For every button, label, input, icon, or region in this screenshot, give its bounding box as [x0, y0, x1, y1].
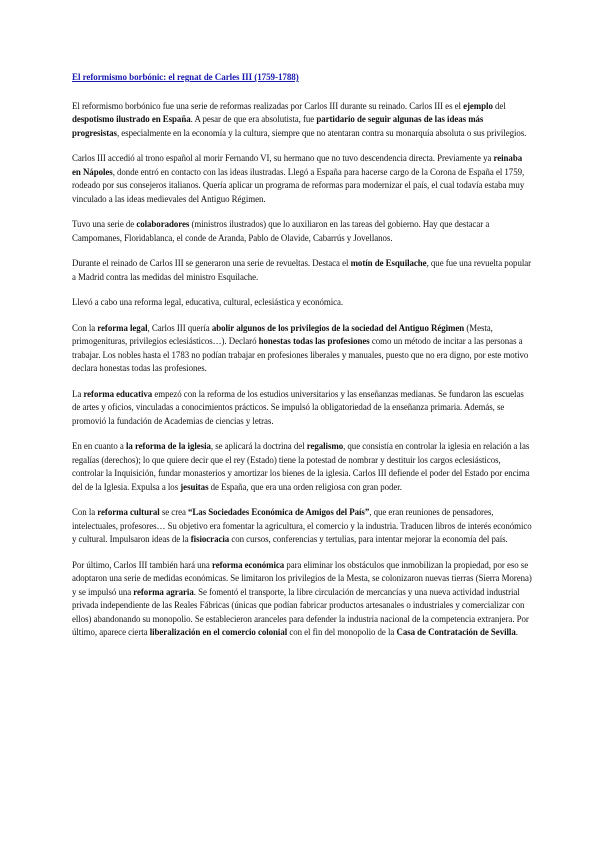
text-run: del: [492, 100, 506, 111]
text-run: , que fue una revuelta popular a Madrid contra las medidas del ministro Esquilache.: [72, 258, 532, 282]
bold-text: liberalización en el comercio colonial: [149, 627, 288, 637]
bold-text: despotismo ilustrado en España: [72, 114, 191, 124]
bold-text: jesuitas: [180, 481, 209, 492]
text-run: para eliminar los obstáculos que inmobilizan la propiedad, por eso se adoptaron una serie de medidas económicas. Se limitaron los privilegios de la Mesta, se colonizaron nuevas tierras (Sierra Morena) y se impulsó una: [72, 559, 532, 597]
bold-text: “Las Sociedades Económica de Amigos del País”: [188, 507, 370, 517]
text-run: (Mesta, primogenituras, privilegios eclesiásticos…). Declaró: [72, 322, 493, 346]
bold-text: regalismo: [306, 441, 344, 451]
text-run: Durante el reinado de Carlos III se generaron una serie de revueltas. Destaca el: [72, 258, 351, 268]
text-run: Con la: [72, 507, 98, 517]
text-run: , especialmente en la economía y la cultura, siempre que no atentaran contra su monarquía absoluta o sus privilegios.: [116, 127, 527, 138]
paragraph: [72, 440, 532, 494]
paragraph: [72, 296, 532, 310]
text-run: En en cuanto a: [72, 441, 126, 451]
paragraph: [72, 152, 532, 206]
paragraph-list: [72, 100, 532, 640]
bold-text: honestas todas las profesiones: [258, 336, 370, 346]
paragraph: [72, 257, 532, 284]
bold-text: la reforma de la iglesia: [125, 441, 211, 451]
text-run: Carlos III accedió al trono español al morir Fernando VI, su hermano que no tuvo descendencia directa. Previamente ya: [72, 153, 494, 163]
bold-text: Casa de Contratación de Sevilla: [396, 627, 516, 637]
text-run: empezó con la reforma de los estudios universitarios y las enseñanzas medianas. Se fundaron las escuelas de artes y oficios, vinculadas a conocimientos prácticos. Se impulsó la obligatoriedad de la enseñanza primaria. Además, se promovió la fundación de Academias de ciencias y letras.: [72, 388, 524, 426]
text-run: , se aplicará la doctrina del: [210, 441, 307, 451]
bold-text: reinaba en Nápoles: [72, 153, 523, 177]
text-run: .: [515, 627, 518, 637]
text-run: , que eran reuniones de pensadores, intelectuales, profesores… Su objetivo era fomentar la agricultura, el comercio y la industria. Traducen libros de interés económico y cultural. Impulsaron ideas de la: [72, 507, 532, 544]
text-run: , Carlos III quería: [147, 322, 212, 333]
text-run: de España, que era una orden religiosa con gran poder.: [208, 481, 402, 492]
bold-text: reforma agraria: [133, 586, 194, 597]
text-run: Con la: [72, 322, 98, 333]
bold-text: reforma legal: [97, 322, 148, 333]
text-run: Por último, Carlos III también hará una: [72, 559, 212, 570]
text-run: , donde entró en contacto con las ideas ilustradas. Llegó a España para hacerse cargo de la Corona de España el 1759, rodeado por sus consejeros italianos. Quería aplicar un programa de reformas para modernizar el país, el cual todavía estaba muy vinculado a las ideas medievales del Antiguo Régimen.: [72, 166, 525, 204]
text-run: se crea: [159, 507, 189, 517]
paragraph: [72, 388, 532, 429]
text-run: La: [72, 388, 84, 399]
bold-text: colaboradores: [136, 219, 190, 229]
paragraph: [72, 100, 532, 141]
text-run: Llevó a cabo una reforma legal, educativa, cultural, eclesiástica y económica.: [72, 297, 344, 307]
text-run: Tuvo una serie de: [72, 219, 137, 229]
bold-text: partidario de seguir algunas de las ideas más progresistas: [72, 114, 484, 138]
text-run: (ministros ilustrados) que lo auxiliaron en las tareas del gobierno. Hay que destacar a Campomanes, Floridablanca, el conde de Aranda, Pablo de Olavide, Cabarrús y Jovellanos.: [72, 219, 490, 243]
bold-text: ejemplo: [463, 100, 493, 111]
bold-text: fisiocracia: [190, 534, 230, 544]
text-run: con cursos, conferencias y tertulias, para intentar mejorar la economía del país.: [229, 534, 508, 544]
paragraph: [72, 322, 532, 376]
document-body: [72, 71, 532, 652]
text-run: con el fin del monopolio de la: [287, 627, 397, 637]
bold-text: reforma cultural: [97, 507, 160, 517]
paragraph: [72, 218, 532, 245]
paragraph: [72, 506, 532, 547]
bold-text: motín de Esquilache: [350, 258, 427, 268]
bold-text: reforma económica: [211, 559, 285, 570]
paragraph: [72, 559, 532, 640]
bold-text: reforma educativa: [83, 388, 153, 399]
text-run: . Se fomentó el transporte, la libre circulación de mercancías y una nueva actividad industrial privada independiente de las Reales Fábricas (únicas que podían fabricar productos artesanales o industriales y comercializar con ellos) abandonando su monopolio. Se establecieron aranceles para defender la industria nacional de la competencia extranjera. Por último, aparece cierta: [72, 586, 529, 637]
document-title: El reformismo borbónic: el regnat de Carles III (1759-1788): [72, 72, 299, 82]
bold-text: abolir algunos de los privilegios de la sociedad del Antiguo Régimen: [211, 322, 465, 333]
text-run: El reformismo borbónico fue una serie de reformas realizadas por Carlos III durante su reinado. Carlos III es el: [72, 100, 464, 111]
text-run: . A pesar de que era absolutista, fue: [190, 114, 317, 124]
text-run: como un método de incitar a las personas a trabajar. Los nobles hasta el 1783 no podían trabajar en profesiones liberales y manuales, puesto que no era digno, por este motivo declara honestas todas las profesiones.: [72, 336, 529, 373]
text-run: , que consistía en controlar la iglesia en relación a las regalías (derechos); lo que quiere decir que el rey (Estado) tiene la potestad de nombrar y destituir los cargos eclesiásticos, controlar la Inquisición, fundar monasterios y amortizar los bienes de la iglesia. Carlos III defiende el poder del Estado por encima del de la Iglesia. Expulsa a los: [72, 441, 530, 492]
